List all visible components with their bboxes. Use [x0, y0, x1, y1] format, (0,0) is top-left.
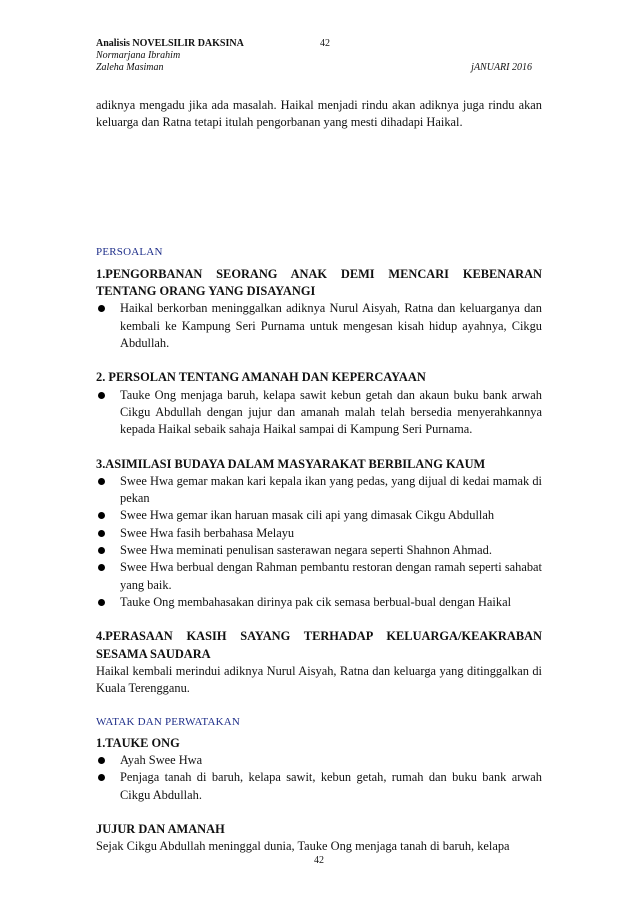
character-heading: 1.TAUKE ONG: [96, 735, 180, 750]
trait-heading: JUJUR DAN AMANAH: [96, 821, 225, 836]
document-title: Analisis NOVELSILIR DAKSINA: [96, 38, 244, 49]
bullet-icon: [98, 512, 105, 519]
bullet-icon: [98, 774, 105, 781]
section-label-persoalan: PERSOALAN: [96, 245, 163, 258]
list-item: Tauke Ong membahasakan dirinya pak cik semasa berbual-bual dengan Haikal: [96, 594, 542, 611]
bullet-icon: [98, 392, 105, 399]
list-item: Tauke Ong menjaga baruh, kelapa sawit kebun getah dan akaun buku bank arwah Cikgu Abdullah dengan jujur dan amanah malah telah bersedia menyerahkannya kepada Haikal sebaik sahaja Haikal sampai di Kampung Seri Purnama.: [96, 387, 542, 439]
list-item: Swee Hwa gemar ikan haruan masak cili api yang dimasak Cikgu Abdullah: [96, 507, 542, 524]
bullet-icon: [98, 547, 105, 554]
bullet-icon: [98, 599, 105, 606]
list-item: Ayah Swee Hwa: [96, 752, 542, 769]
list-item: Haikal berkorban meninggalkan adiknya Nurul Aisyah, Ratna dan keluarganya dan kembali ke Kampung Seri Purnama untuk mengesan kisah hidup ayahnya, Cikgu Abdullah.: [96, 300, 542, 352]
bullet-list: [96, 752, 542, 804]
list-item: Swee Hwa meminati penulisan sasterawan negara seperti Shahnon Ahmad.: [96, 542, 542, 559]
footer-page-number: 42: [314, 855, 324, 866]
bullet-icon: [98, 305, 105, 312]
page-header: [96, 38, 536, 74]
intro-paragraph: adiknya mengadu jika ada masalah. Haikal menjadi rindu akan adiknya juga rindu akan keluarga dan Ratna tetapi itulah pengorbanan yang mesti dihadapi Haikal.: [96, 98, 542, 130]
list-item: Swee Hwa gemar makan kari kepala ikan yang pedas, yang dijual di kedai mamak di pekan: [96, 473, 542, 508]
list-item: Swee Hwa berbual dengan Rahman pembantu restoran dengan ramah seperti sahabat yang baik.: [96, 559, 542, 594]
topic-heading: 2. PERSOLAN TENTANG AMANAH DAN KEPERCAYAAN: [96, 370, 426, 385]
topic-heading: 4.PERASAAN KASIH SAYANG TERHADAP KELUARGA/KEAKRABAN SESAMA SAUDARA: [96, 629, 542, 661]
header-date: jANUARI 2016: [471, 62, 532, 73]
page-content: [96, 97, 542, 856]
bullet-icon: [98, 757, 105, 764]
bullet-icon: [98, 478, 105, 485]
bullet-list: [96, 300, 542, 352]
topic-heading: 1.PENGORBANAN SEORANG ANAK DEMI MENCARI KEBENARAN TENTANG ORANG YANG DISAYANGI: [96, 266, 542, 299]
author-name: Zaleha Masiman: [96, 62, 164, 73]
topic-paragraph: Haikal kembali merindui adiknya Nurul Aisyah, Ratna dan keluarga yang ditinggalkan di Kuala Terengganu.: [96, 663, 542, 696]
author-name: Normarjana Ibrahim: [96, 50, 181, 61]
section-label-watak: WATAK DAN PERWATAKAN: [96, 716, 241, 729]
bullet-icon: [98, 564, 105, 571]
bullet-list: [96, 473, 542, 611]
bullet-icon: [98, 530, 105, 537]
trait-paragraph: Sejak Cikgu Abdullah meninggal dunia, Tauke Ong menjaga tanah di baruh, kelapa: [96, 839, 510, 854]
list-item: Penjaga tanah di baruh, kelapa sawit, kebun getah, rumah dan buku bank arwah Cikgu Abdullah.: [96, 769, 542, 804]
list-item: Swee Hwa fasih berbahasa Melayu: [96, 525, 542, 542]
topic-heading: 3.ASIMILASI BUDAYA DALAM MASYARAKAT BERBILANG KAUM: [96, 456, 486, 471]
bullet-list: [96, 387, 542, 439]
header-page-number: 42: [320, 38, 330, 49]
